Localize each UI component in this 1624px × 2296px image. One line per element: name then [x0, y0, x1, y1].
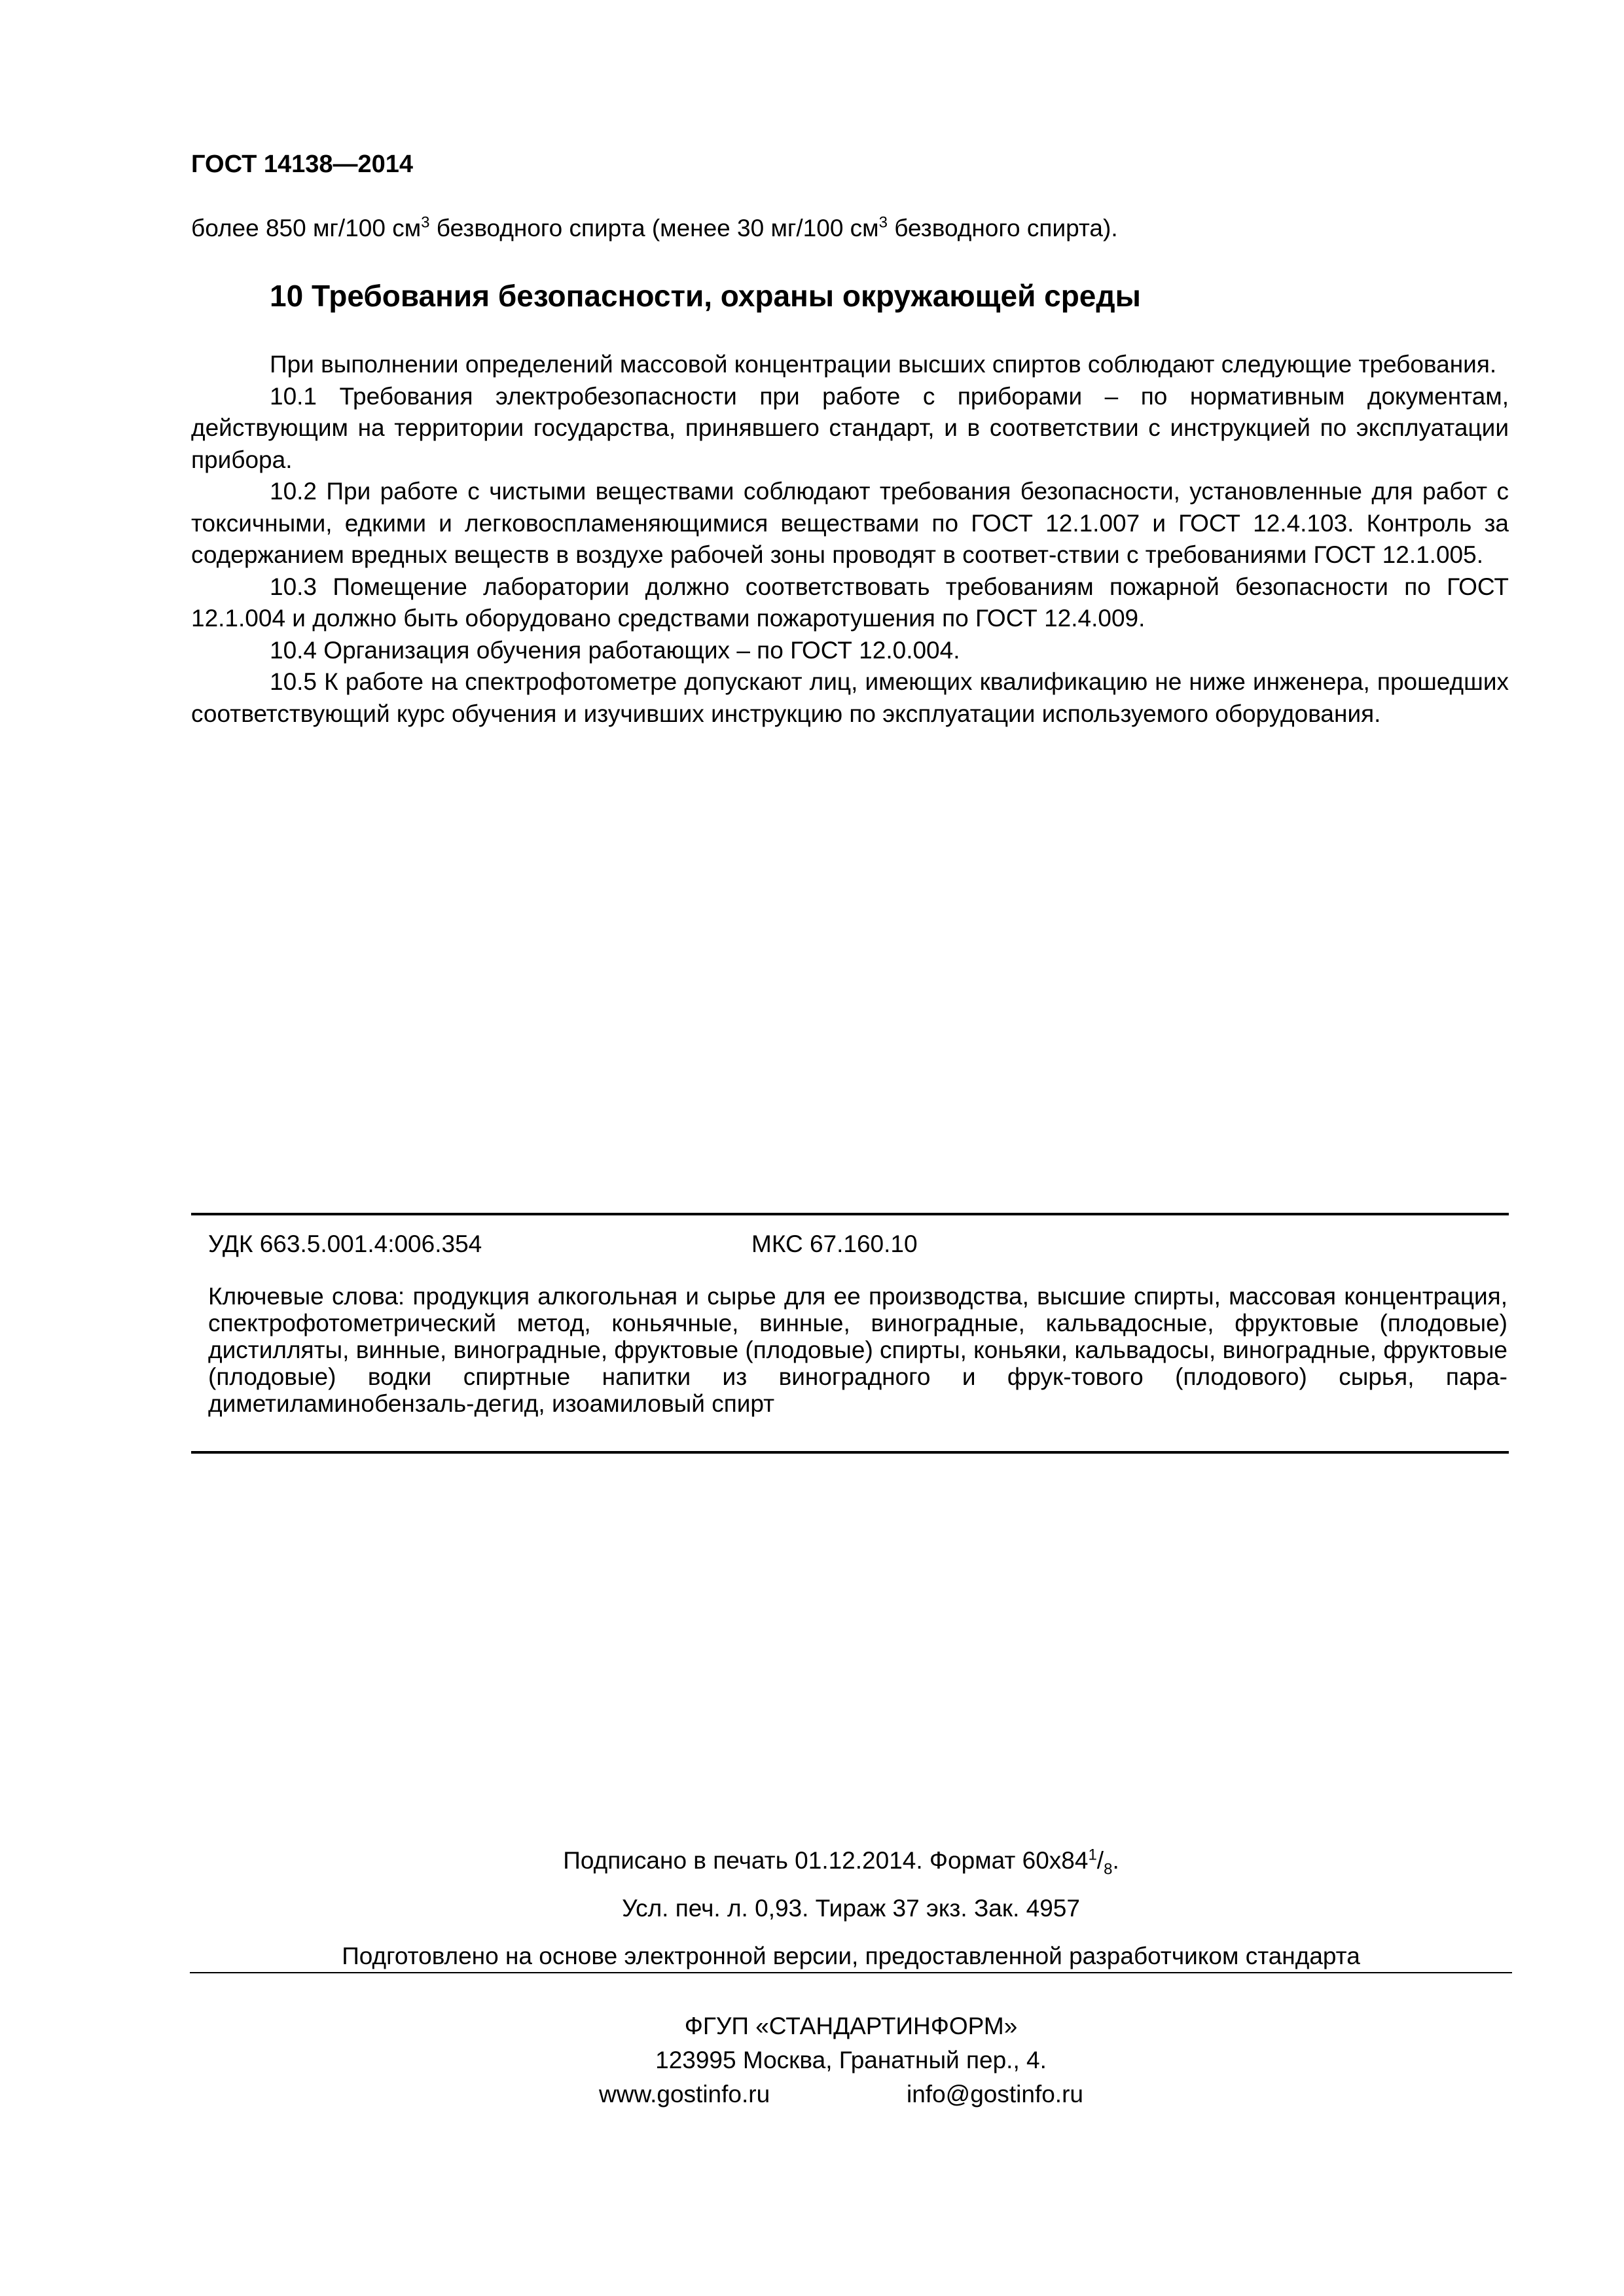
paragraph-10-2: 10.2 При работе с чистыми веществами соблюдают требования безопасности, установленные для работ с токсичными, едкими и легковоспламеняющимися веществами по ГОСТ 12.1.007 и ГОСТ 12.4.103. Контроль за содержанием вредных веществ в воздухе рабочей зоны проводят в соответ-ствии с требованиями ГОСТ 12.1.005.: [191, 478, 1509, 568]
document-code: ГОСТ 14138—2014: [191, 151, 414, 178]
format-slash: /: [1096, 1847, 1104, 1874]
publisher-contacts: [190, 2077, 1512, 2111]
classification-block: [208, 1230, 1507, 1417]
format-sup: 1: [1088, 1846, 1097, 1864]
classification-bottom-rule: [191, 1451, 1509, 1454]
keywords: Ключевые слова: продукция алкогольная и сырье для ее производства, высшие спирты, массовая концентрация, спектрофотометрический метод, коньячные, винные, виноградные, кальвадосные, фруктовые (плодовые) дистилляты, винные, виноградные, фруктовые (плодовые) спирты, коньяки, кальвадосы, виноградные, фруктовые (плодовые) водки спиртные напитки из виноградного и фрук-тового (плодового) сырья, пара-диметиламинобензаль-дегид, изоамиловый спирт: [208, 1283, 1507, 1417]
continuation-sup2: 3: [878, 213, 888, 232]
classification-codes: [208, 1230, 1507, 1261]
imprint-rule: [190, 1972, 1512, 1973]
udk-code: УДК 663.5.001.4:006.354: [208, 1230, 482, 1257]
paragraph-10-3: 10.3 Помещение лаборатории должно соответствовать требованиям пожарной безопасности по ГОСТ 12.1.004 и должно быть оборудовано средствами пожаротушения по ГОСТ 12.4.009.: [191, 573, 1509, 632]
format-end: .: [1112, 1847, 1119, 1874]
paragraph-intro: При выполнении определений массовой концентрации высших спиртов соблюдают следующие требования.: [270, 351, 1497, 378]
mks-code: МКС 67.160.10: [751, 1230, 918, 1257]
continuation-part1: более 850 мг/100 см: [191, 215, 422, 242]
publisher-address: 123995 Москва, Гранатный пер., 4.: [655, 2047, 1047, 2073]
publisher-email[interactable]: info@gostinfo.ru: [907, 2081, 1083, 2108]
section-body: [191, 349, 1509, 730]
paragraph-10-5: 10.5 К работе на спектрофотометре допускают лиц, имеющих квалификацию не ниже инженера, прошедших соответствующий курс обучения и изучивших инструкцию по эксплуатации используемого оборудования.: [191, 668, 1509, 727]
signed-info: [537, 1847, 1146, 1878]
classification-top-rule: [191, 1213, 1509, 1215]
continuation-line: [191, 215, 1118, 242]
continuation-part2: безводного спирта (менее 30 мг/100 см: [429, 215, 879, 242]
section-heading: 10 Требования безопасности, охраны окружающей среды: [270, 279, 1141, 313]
publisher-name: ФГУП «СТАНДАРТИНФОРМ»: [684, 2013, 1018, 2039]
print-info: Усл. печ. л. 0,93. Тираж 37 экз. Зак. 4957: [622, 1895, 1080, 1922]
continuation-sup1: 3: [421, 213, 430, 232]
prepared-note: Подготовлено на основе электронной версии, предоставленной разработчиком стандарта: [342, 1943, 1360, 1969]
publisher-website[interactable]: www.gostinfo.ru: [599, 2081, 770, 2108]
signed-text: Подписано в печать 01.12.2014. Формат 60x84: [563, 1847, 1089, 1874]
continuation-part3: безводного спирта).: [887, 215, 1118, 242]
format-sub: 8: [1104, 1860, 1113, 1878]
publisher-info: [190, 2009, 1512, 2111]
paragraph-10-1: 10.1 Требования электробезопасности при работе с приборами – по нормативным документам, действующим на территории государства, принявшего стандарт, и в соответствии с инструкцией по эксплуатации прибора.: [191, 382, 1509, 473]
paragraph-10-4: 10.4 Организация обучения работающих – по ГОСТ 12.0.004.: [270, 636, 960, 664]
